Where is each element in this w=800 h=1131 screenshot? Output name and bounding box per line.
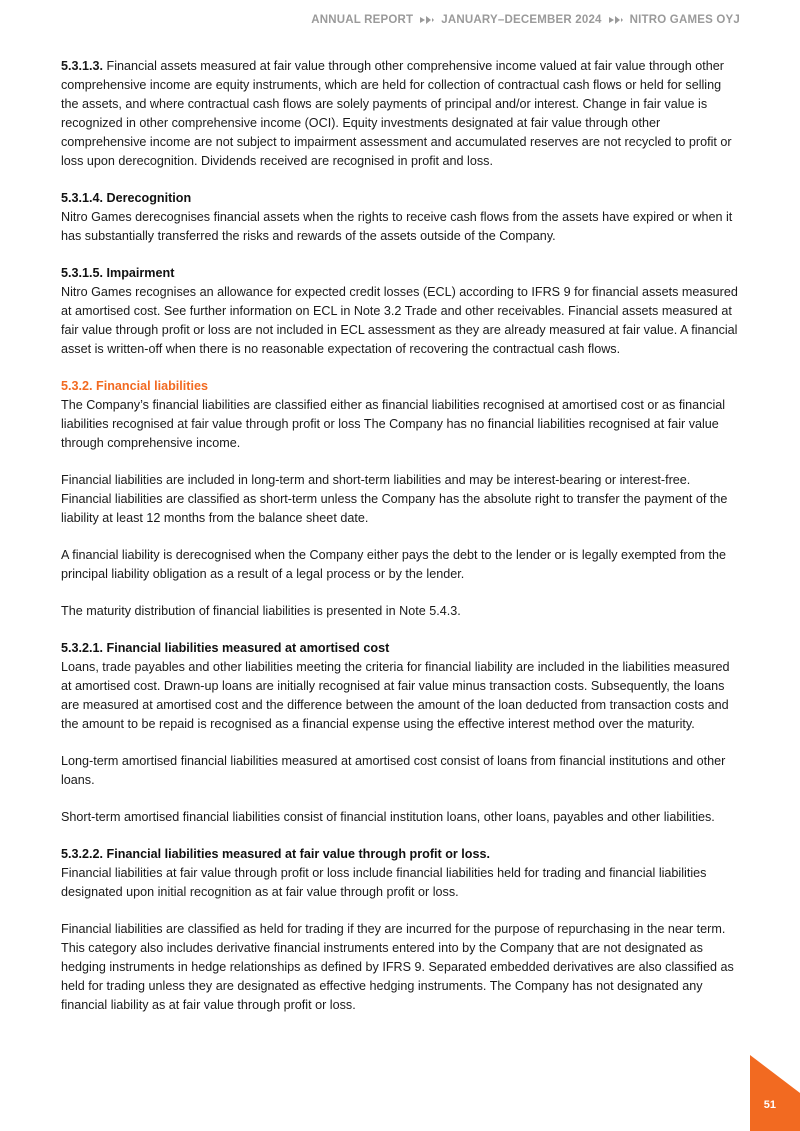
heading-5-3-1-4: 5.3.1.4. Derecognition [61, 191, 192, 205]
paragraph-5-3-1-3-text: Financial assets measured at fair value through other comprehensive income valued at fair value through other comprehensive income are equity instruments, which are held for collection of contractual cash flows or held for selling the assets, and where contractual cash flows are solely payments of principal and/or interest. Change in fair value is recognized in other comprehensive income (OCI). Equity investments designated at fair value through other comprehensive income are not subject to impairment assessment and accumulated reserves are not recycled to profit or loss upon derecognition. Dividends received are recognised in profit and loss. [61, 59, 732, 168]
paragraph-5-3-1-3 [61, 57, 741, 171]
paragraph-5-3-1-4: Nitro Games derecognises financial assets when the rights to receive cash flows from the assets have expired or when it has substantially transferred the risks and rewards of the assets outside of the Company. [61, 210, 733, 243]
section-number-5-3-1-3: 5.3.1.3. [61, 59, 104, 73]
heading-5-3-1-5: 5.3.1.5. Impairment [61, 266, 175, 280]
page-corner-tab [750, 1055, 800, 1131]
header-period-label: JANUARY–DECEMBER 2024 [441, 14, 602, 26]
paragraph-5-3-2-1-c: Short-term amortised financial liabilities consist of financial institution loans, other loans, payables and other liabilities. [61, 810, 715, 824]
paragraph-5-3-2-a: The Company’s financial liabilities are classified either as financial liabilities recognised at amortised cost or as financial liabilities recognised at fair value through profit or loss The Company has no financial liabilities recognised at fair value through comprehensive income. [61, 398, 726, 450]
double-arrow-icon [608, 15, 624, 25]
document-body [61, 57, 741, 1015]
header-report-label: ANNUAL REPORT [311, 14, 414, 26]
header-company-label: NITRO GAMES OYJ [629, 14, 740, 26]
paragraph-5-3-2-1-b: Long-term amortised financial liabilities measured at amortised cost consist of loans from financial institutions and other loans. [61, 754, 726, 787]
heading-5-3-2-2: 5.3.2.2. Financial liabilities measured at fair value through profit or loss. [61, 847, 491, 861]
paragraph-5-3-2-2-a: Financial liabilities at fair value through profit or loss include financial liabilities held for trading and financial liabilities designated upon initial recognition as at fair value through profit or loss. [61, 866, 707, 899]
paragraph-5-3-1-5: Nitro Games recognises an allowance for expected credit losses (ECL) according to IFRS 9 for financial assets measured at amortised cost. See further information on ECL in Note 3.2 Trade and other receivables. Financial assets measured at fair value through profit or loss are not included in ECL assessment as they are already measured at fair value. A financial asset is written-off when there is no reasonable expectation of recovering the contractual cash flows. [61, 285, 738, 356]
running-header [311, 14, 740, 26]
paragraph-5-3-2-d: The maturity distribution of financial liabilities is presented in Note 5.4.3. [61, 604, 461, 618]
heading-5-3-2: 5.3.2. Financial liabilities [61, 379, 208, 393]
paragraph-5-3-2-c: A financial liability is derecognised when the Company either pays the debt to the lender or is legally exempted from the principal liability obligation as a result of a legal process or by the lender. [61, 548, 727, 581]
paragraph-5-3-2-b: Financial liabilities are included in long-term and short-term liabilities and may be interest-bearing or interest-free. Financial liabilities are classified as short-term unless the Company has the absolute right to transfer the payment of the liability at least 12 months from the balance sheet date. [61, 473, 728, 525]
paragraph-5-3-2-1-a: Loans, trade payables and other liabilities meeting the criteria for financial liability are included in the liabilities measured at amortised cost. Drawn-up loans are initially recognised at fair value minus transaction costs. Subsequently, the loans are measured at amortised cost and the difference between the amount of the loan deducted from transaction costs and the amount to be repaid is recognised as a financial expense using the effective interest method over the maturity. [61, 660, 730, 731]
paragraph-5-3-2-2-b: Financial liabilities are classified as held for trading if they are incurred for the purpose of repurchasing in the near term. This category also includes derivative financial instruments entered into by the Company that are not designated as hedging instruments in hedge relationships as defined by IFRS 9. Separated embedded derivatives are also classified as held for trading unless they are designated as effective hedging instruments. The Company has not designated any financial liability as at fair value through profit or loss. [61, 922, 734, 1012]
page-number: 51 [763, 1099, 776, 1111]
heading-5-3-2-1: 5.3.2.1. Financial liabilities measured at amortised cost [61, 641, 390, 655]
double-arrow-icon [419, 15, 435, 25]
